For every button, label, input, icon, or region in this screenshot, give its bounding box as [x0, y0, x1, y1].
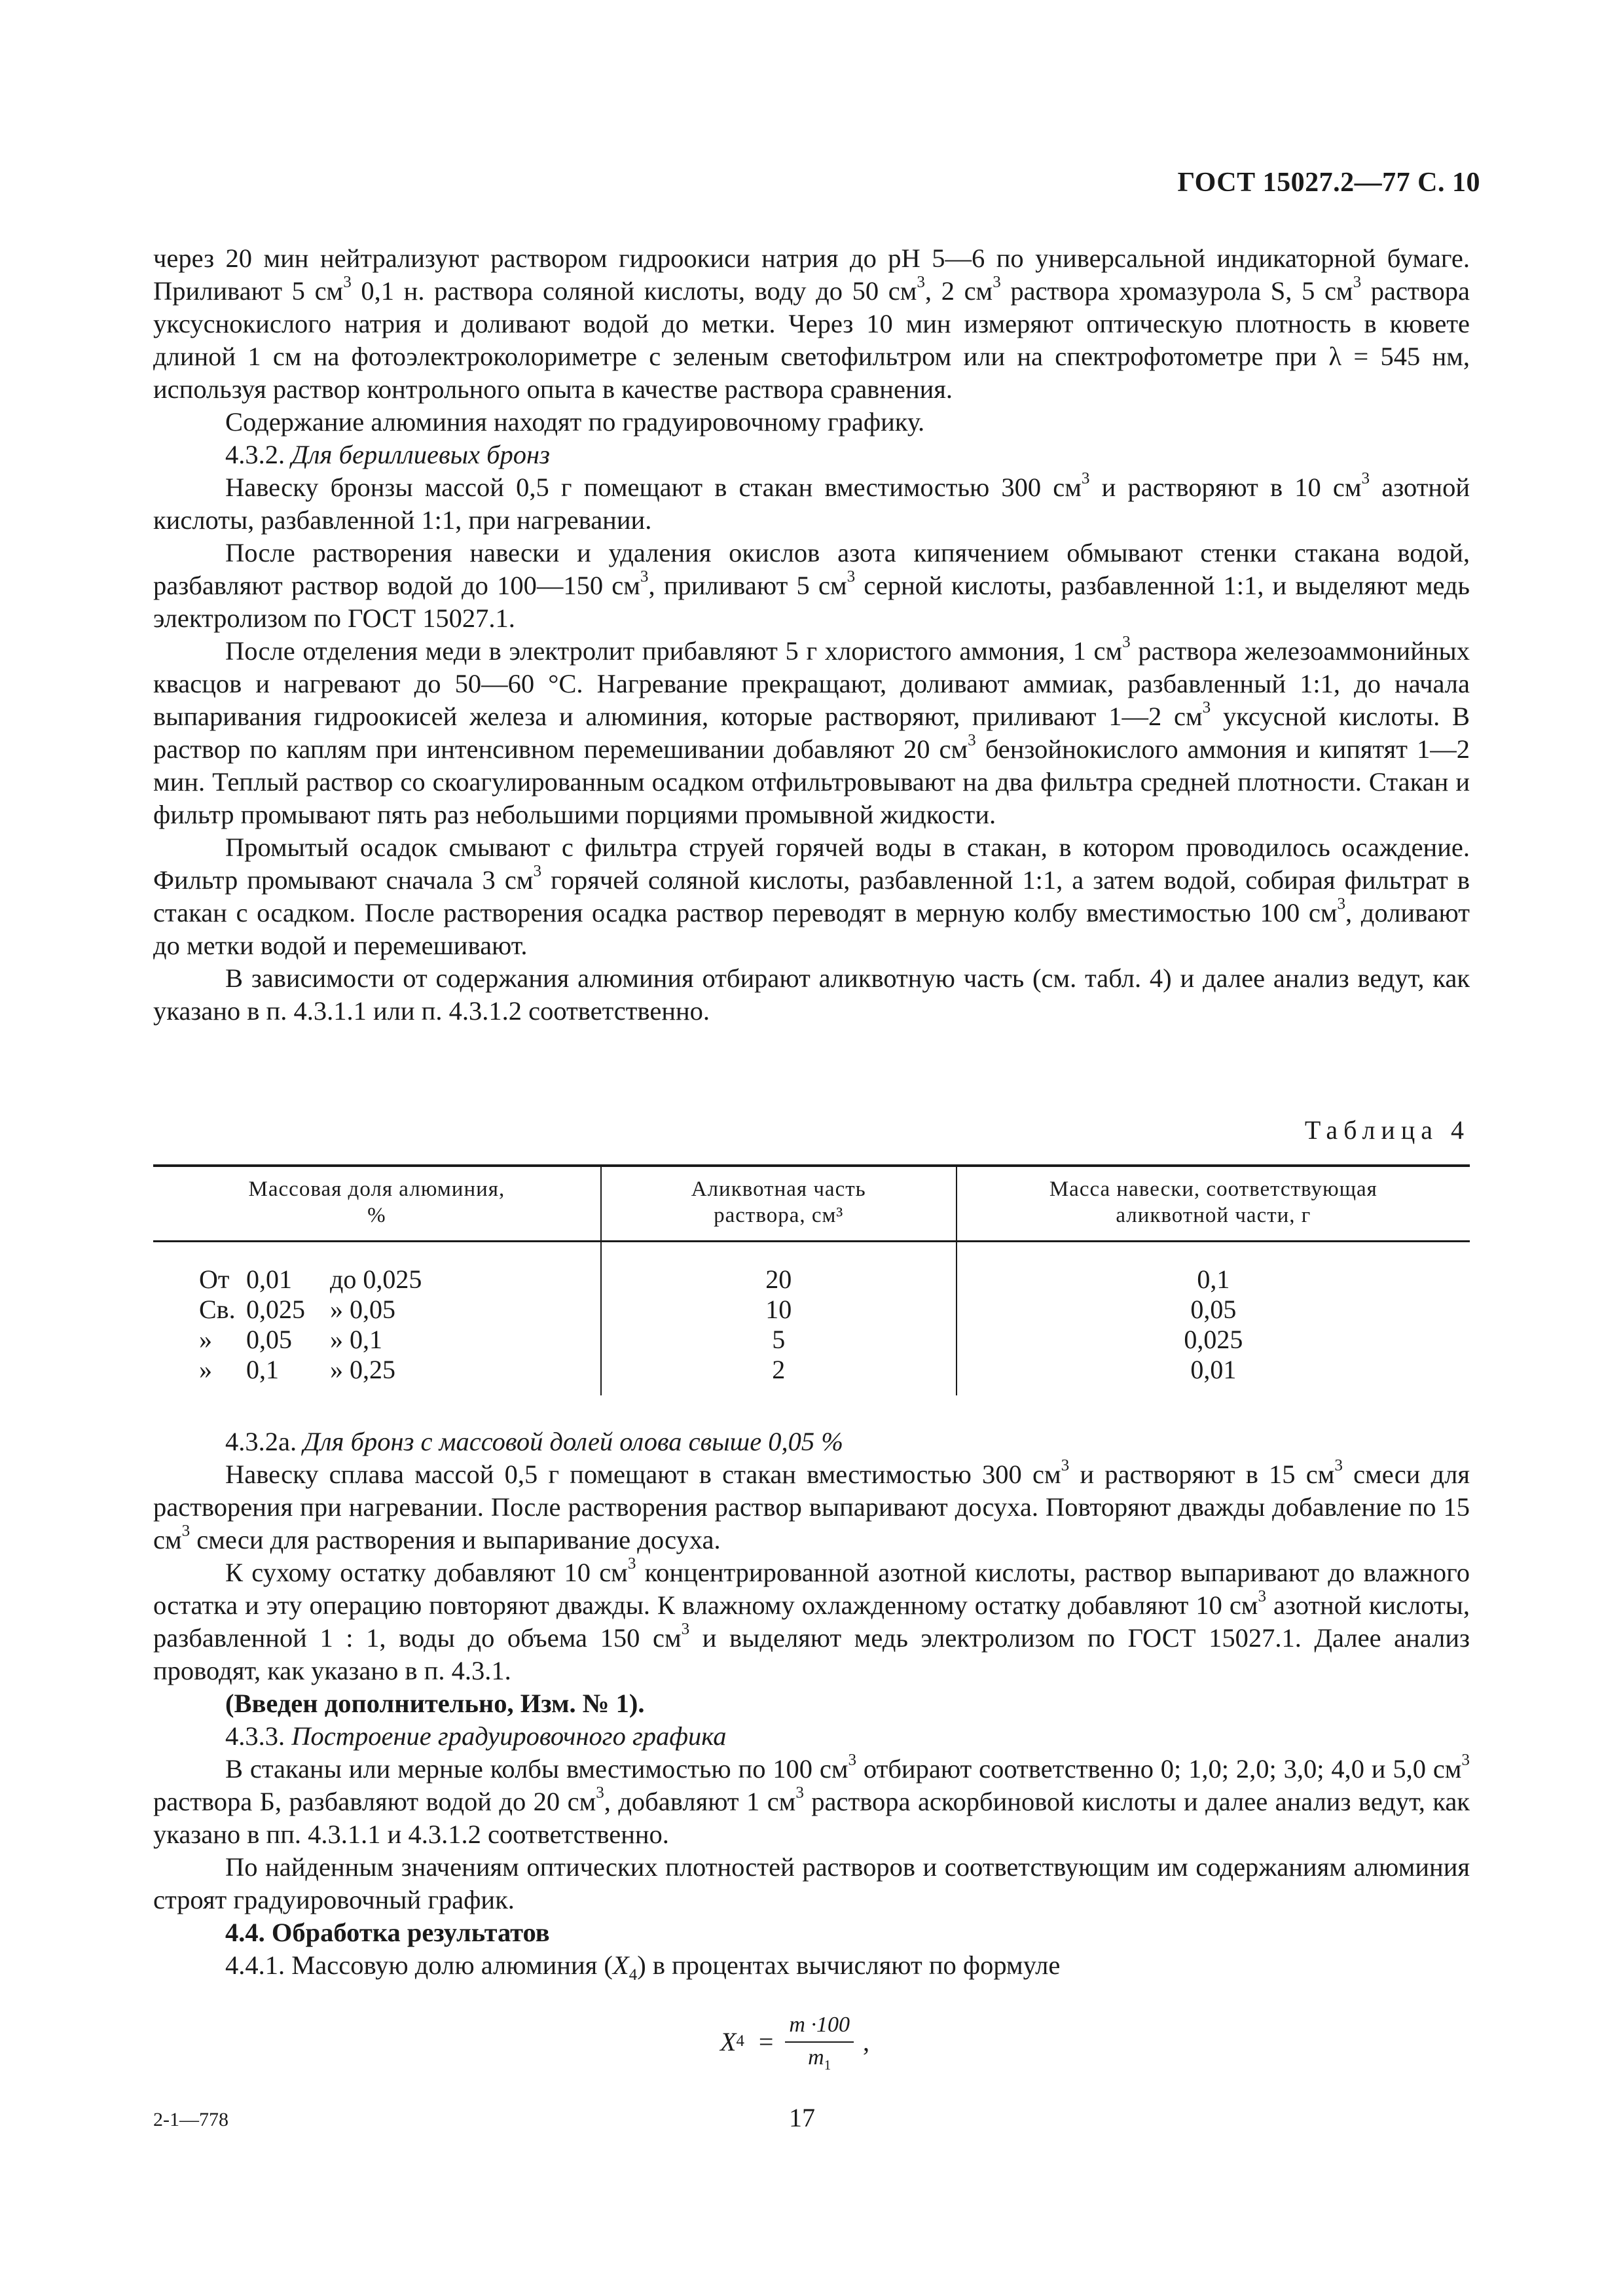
page-number: 17 — [789, 2103, 815, 2132]
paragraph: По найденным значениям оптических плотностей растворов и соответствующим им содержаниям алюминия строят градуировочный график. — [153, 1852, 1470, 1914]
print-code: 2-1—778 — [153, 2109, 228, 2130]
paragraph: К сухому остатку добавляют 10 $см^3$ концентрированной азотной кислоты, раствор выпаривают до влажного остатка и эту операцию повторяют дважды. К влажному охлажденному остатку добавляют 10 $см^3$ азотной кислоты, разбавленной 1 : 1, воды до объема 150 $см^3$ и выделяют медь электролизом по ГОСТ 15027.1. Далее анализ проводят, как указано в п. 4.3.1. — [153, 1554, 1470, 1685]
table-value: 2 — [772, 1355, 786, 1384]
table-value: 0,1 — [1197, 1265, 1230, 1294]
paragraph: В стаканы или мерные колбы вместимостью по 100 $см^3$ отбирают соответственно 0; 1,0; 2,0; 3,0; 4,0 и 5,0 $см^3$ раствора Б, разбавляют водой до 20 $см^3$, добавляют 1 $см^3$ раствора аскорбиновой кислоты и далее анализ ведут, как указано в пп. 4.3.1.1 и 4.3.1.2 соответственно. — [153, 1751, 1470, 1849]
amendment-note: (Введен дополнительно, Изм. № 1). — [225, 1689, 645, 1718]
table-value: 0,025 — [1184, 1325, 1243, 1354]
table-row: От 0,01 до 0,025 — [199, 1265, 422, 1294]
table-value: 0,05 — [1190, 1295, 1237, 1324]
section-heading: 4.3.2а. Для бронз с массовой долей олова свыше 0,05 % — [225, 1427, 844, 1456]
table-cell-mass — [957, 1242, 1470, 1396]
paragraph: Промытый осадок смывают с фильтра струей горячей воды в стакан, в котором проводилось осаждение. Фильтр промывают сначала 3 $см^3$ горячей соляной кислоты, разбавленной 1:1, а затем водой, собирая фильтрат в стакан с осадком. После растворения осадка раствор переводят в мерную колбу вместимостью 100 $см^3$, доливают до метки водой и перемешивают. — [153, 833, 1470, 960]
paragraph: В зависимости от содержания алюминия отбирают аликвотную часть (см. табл. 4) и далее анализ ведут, как указано в п. 4.3.1.1 или п. 4.3.1.2 соответственно. — [153, 963, 1470, 1026]
table-row: » 0,1 » 0,25 — [199, 1355, 395, 1384]
table-caption: Таблица 4 — [1304, 1115, 1470, 1145]
paragraph: После растворения навески и удаления окислов азота кипячением обмывают стенки стакана водой, разбавляют раствор водой до 100—150 $см^3$, приливают 5 $см^3$ серной кислоты, разбавленной 1:1, и выделяют медь электролизом по ГОСТ 15027.1. — [153, 538, 1470, 633]
table-value: 20 — [765, 1265, 792, 1294]
section-heading: 4.3.3. Построение градуировочного графика — [225, 1721, 727, 1751]
paragraph: Навеску бронзы массой 0,5 г помещают в стакан вместимостью 300 $см^3$ и растворяют в 10 $см^3$ азотной кислоты, разбавленной 1:1, при нагревании. — [153, 469, 1470, 535]
body-text-top — [153, 242, 1470, 1028]
formula: X 4 = $\frac{m \cdot 100}{m_1}$ , — [720, 2013, 869, 2073]
table-value: 10 — [765, 1295, 792, 1324]
table-4 — [153, 1164, 1470, 1395]
section-heading: 4.4. Обработка результатов — [225, 1918, 550, 1947]
table-header-cell: Массовая доля алюминия, % — [153, 1166, 601, 1242]
page-header: ГОСТ 15027.2—77 С. 10 — [1177, 168, 1480, 198]
paragraph: 4.4.1. Массовую долю алюминия $(X_4)$ в процентах вычисляют по формуле — [225, 1950, 1061, 1984]
formula-fraction: $\frac{m \cdot 100}{m_1}$ — [785, 2013, 854, 2070]
table-header-cell: Масса навески, соответствующая аликвотной части, г — [957, 1166, 1470, 1242]
paragraph: Навеску сплава массой 0,5 г помещают в стакан вместимостью 300 $см^3$ и растворяют в 15 $см^3$ смеси для растворения при нагревании. После растворения раствор выпаривают досуха. Повторяют дважды добавление по 15 $см^3$ смеси для растворения и выпаривание досуха. — [153, 1456, 1470, 1554]
table-header-cell: Аликвотная часть раствора, см³ — [601, 1166, 957, 1242]
table-row: » 0,05 » 0,1 — [199, 1325, 382, 1354]
table-value: 5 — [772, 1325, 786, 1354]
table-cell-range — [153, 1242, 601, 1396]
body-text-bottom — [153, 1426, 1470, 1982]
table-row: Св. 0,025 » 0,05 — [199, 1295, 395, 1324]
table-value: 0,01 — [1190, 1355, 1237, 1384]
paragraph: После отделения меди в электролит прибавляют 5 г хлористого аммония, 1 $см^3$ раствора железоаммонийных квасцов и нагревают до 50—60 °С. Нагревание прекращают, доливают аммиак, разбавленный 1:1, до начала выпаривания гидроокисей железа и алюминия, которые растворяют, приливают 1—2 $см^3$ уксусной кислоты. В раствор по каплям при интенсивном перемешивании добавляют 20 $см^3$ бензойнокислого аммония и кипятят 1—2 мин. Теплый раствор со скоагулированным осадком отфильтровывают на два фильтра средней плотности. Стакан и фильтр промывают пять раз небольшими порциями промывной жидкости. — [153, 633, 1470, 829]
paragraph: через 20 мин нейтрализуют раствором гидроокиси натрия до рН 5—6 по универсальной индикаторной бумаге. Приливают 5 $см^3$ 0,1 н. раствора соляной кислоты, воду до 50 $см^3$, 2 $см^3$ раствора хромазурола S, 5 $см^3$ раствора уксуснокислого натрия и доливают водой до метки. Через 10 мин измеряют оптическую плотность в кювете длиной 1 см на фотоэлектроколориметре с зеленым светофильтром или на спектрофотометре при λ = 545 нм, используя раствор контрольного опыта в качестве раствора сравнения. — [153, 243, 1470, 404]
paragraph: Содержание алюминия находят по градуировочному графику. — [225, 407, 925, 437]
section-heading: 4.3.2. Для бериллиевых бронз — [225, 440, 550, 469]
table-cell-aliquot — [601, 1242, 957, 1396]
